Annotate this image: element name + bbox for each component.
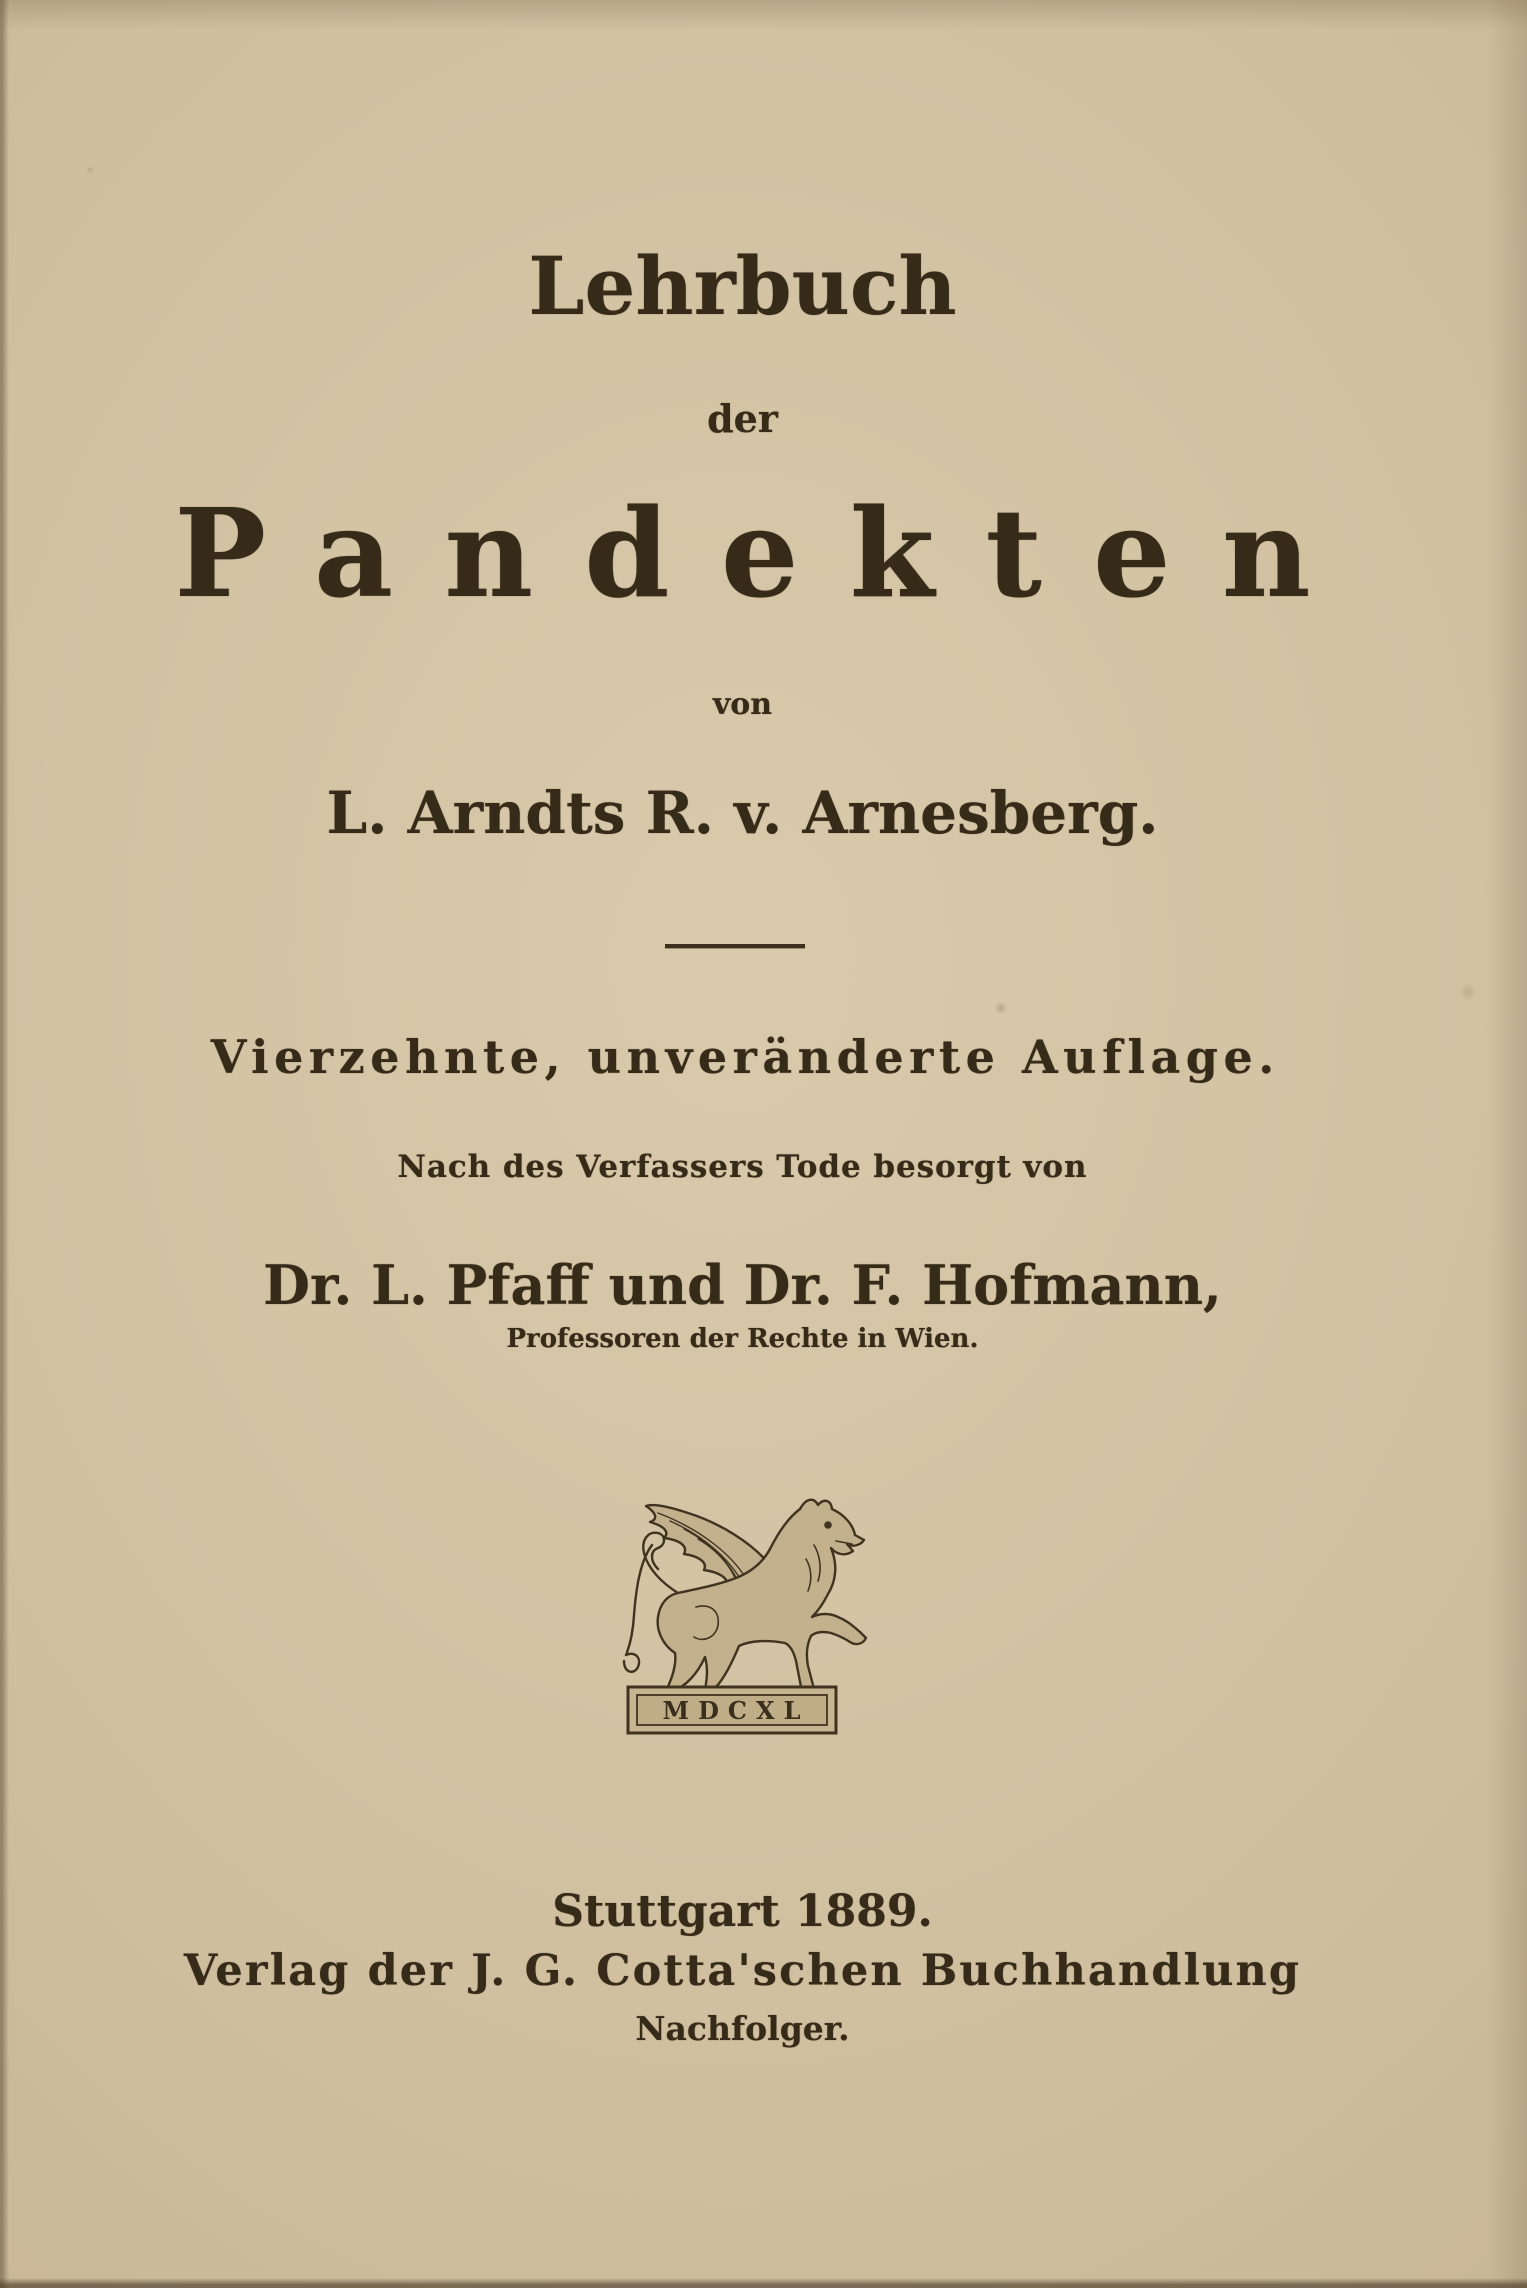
editor-intro-line: Nach des Verfassers Tode besorgt von xyxy=(397,1149,1088,1185)
imprint-city-year: Stuttgart 1889. xyxy=(552,1886,933,1937)
emblem-pedestal-text: MDCXL xyxy=(662,1696,810,1725)
griffin-emblem-icon xyxy=(600,1485,900,1745)
divider-rule xyxy=(665,944,805,948)
title-connector-der: der xyxy=(707,396,778,441)
title-line-lehrbuch: Lehrbuch xyxy=(528,239,957,333)
imprint-publisher: Verlag der J. G. Cotta'schen Buchhandlung xyxy=(183,1946,1302,1996)
editors-affiliation: Professoren der Rechte in Wien. xyxy=(506,1324,979,1354)
griffin-eye xyxy=(825,1522,830,1527)
edition-line: Vierzehnte, unveränderte Auflage. xyxy=(210,1030,1280,1084)
imprint-successor: Nachfolger. xyxy=(635,2009,850,2048)
emblem-pedestal xyxy=(628,1687,836,1733)
editors-names: Dr. L. Pfaff und Dr. F. Hofmann, xyxy=(263,1253,1222,1317)
byline-von: von xyxy=(712,687,773,722)
main-title-pandekten: Pandekten xyxy=(174,481,1362,625)
author-name: L. Arndts R. v. Arnesberg. xyxy=(326,779,1159,847)
